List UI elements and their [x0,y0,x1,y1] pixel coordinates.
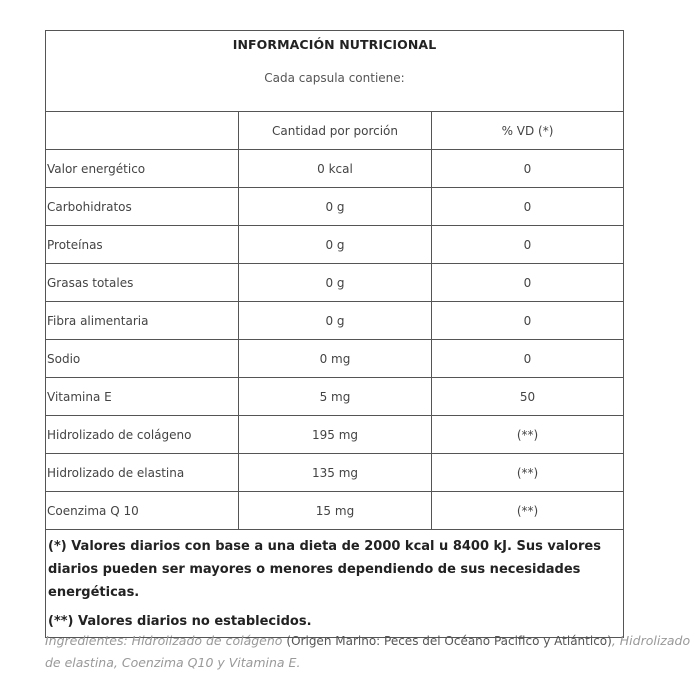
nutrient-amount: 0 g [239,226,432,264]
nutrient-name: Grasas totales [46,264,239,302]
nutrition-table-container [45,30,623,638]
nutrient-amount: 0 kcal [239,150,432,188]
footnote-daily-values: (*) Valores diarios con base a una dieta de 2000 kcal u 8400 kJ. Sus valores diarios pueden ser mayores o menores dependiendo de sus necesidades energéticas. [48,539,601,600]
table-row [46,264,624,302]
nutrient-vd: (**) [432,492,624,530]
table-row [46,340,624,378]
table-row [46,150,624,188]
table-title: INFORMACIÓN NUTRICIONAL [232,37,437,52]
table-row [46,454,624,492]
nutrient-vd: (**) [432,454,624,492]
nutrient-vd: 0 [432,188,624,226]
nutrient-amount: 5 mg [239,378,432,416]
ingredients-text [45,630,695,674]
ingredients-prefix: Ingredientes: Hidrolizado de colágeno [45,633,287,648]
nutrient-vd: 0 [432,150,624,188]
ingredients-suffix: , Hidrolizado de elastina, Coenzima Q10 y Vitamina E. [45,633,691,670]
table-row [46,378,624,416]
nutrient-name: Hidrolizado de elastina [46,454,239,492]
table-header-cell [46,31,624,112]
nutrient-name: Hidrolizado de colágeno [46,416,239,454]
nutrient-amount: 15 mg [239,492,432,530]
nutrient-vd: 50 [432,378,624,416]
column-header-empty [46,112,239,150]
table-subtitle: Cada capsula contiene: [264,71,405,85]
nutrient-name: Coenzima Q 10 [46,492,239,530]
footnote-not-established: (**) Valores diarios no establecidos. [48,614,312,629]
ingredients-origin: (Origen Marino: Peces del Océano Pacifico y Atlántico) [286,634,612,648]
nutrient-amount: 135 mg [239,454,432,492]
column-header-vd: % VD (*) [432,112,624,150]
column-header-amount: Cantidad por porción [239,112,432,150]
nutrient-amount: 0 g [239,264,432,302]
nutrient-amount: 0 mg [239,340,432,378]
table-footer-row [46,530,624,638]
nutrient-name: Carbohidratos [46,188,239,226]
nutrient-name: Vitamina E [46,378,239,416]
table-row [46,492,624,530]
nutrient-name: Valor energético [46,150,239,188]
table-row [46,226,624,264]
nutrient-amount: 0 g [239,188,432,226]
nutrient-amount: 0 g [239,302,432,340]
table-header-row [46,31,624,112]
nutrient-name: Sodio [46,340,239,378]
nutrition-table [45,30,624,638]
nutrient-name: Proteínas [46,226,239,264]
table-footer-cell [46,530,624,638]
table-row [46,188,624,226]
nutrient-vd: 0 [432,226,624,264]
nutrient-vd: 0 [432,264,624,302]
nutrient-vd: 0 [432,302,624,340]
table-row [46,302,624,340]
column-header-row [46,112,624,150]
nutrient-name: Fibra alimentaria [46,302,239,340]
table-row [46,416,624,454]
nutrient-vd: 0 [432,340,624,378]
nutrient-vd: (**) [432,416,624,454]
nutrient-amount: 195 mg [239,416,432,454]
